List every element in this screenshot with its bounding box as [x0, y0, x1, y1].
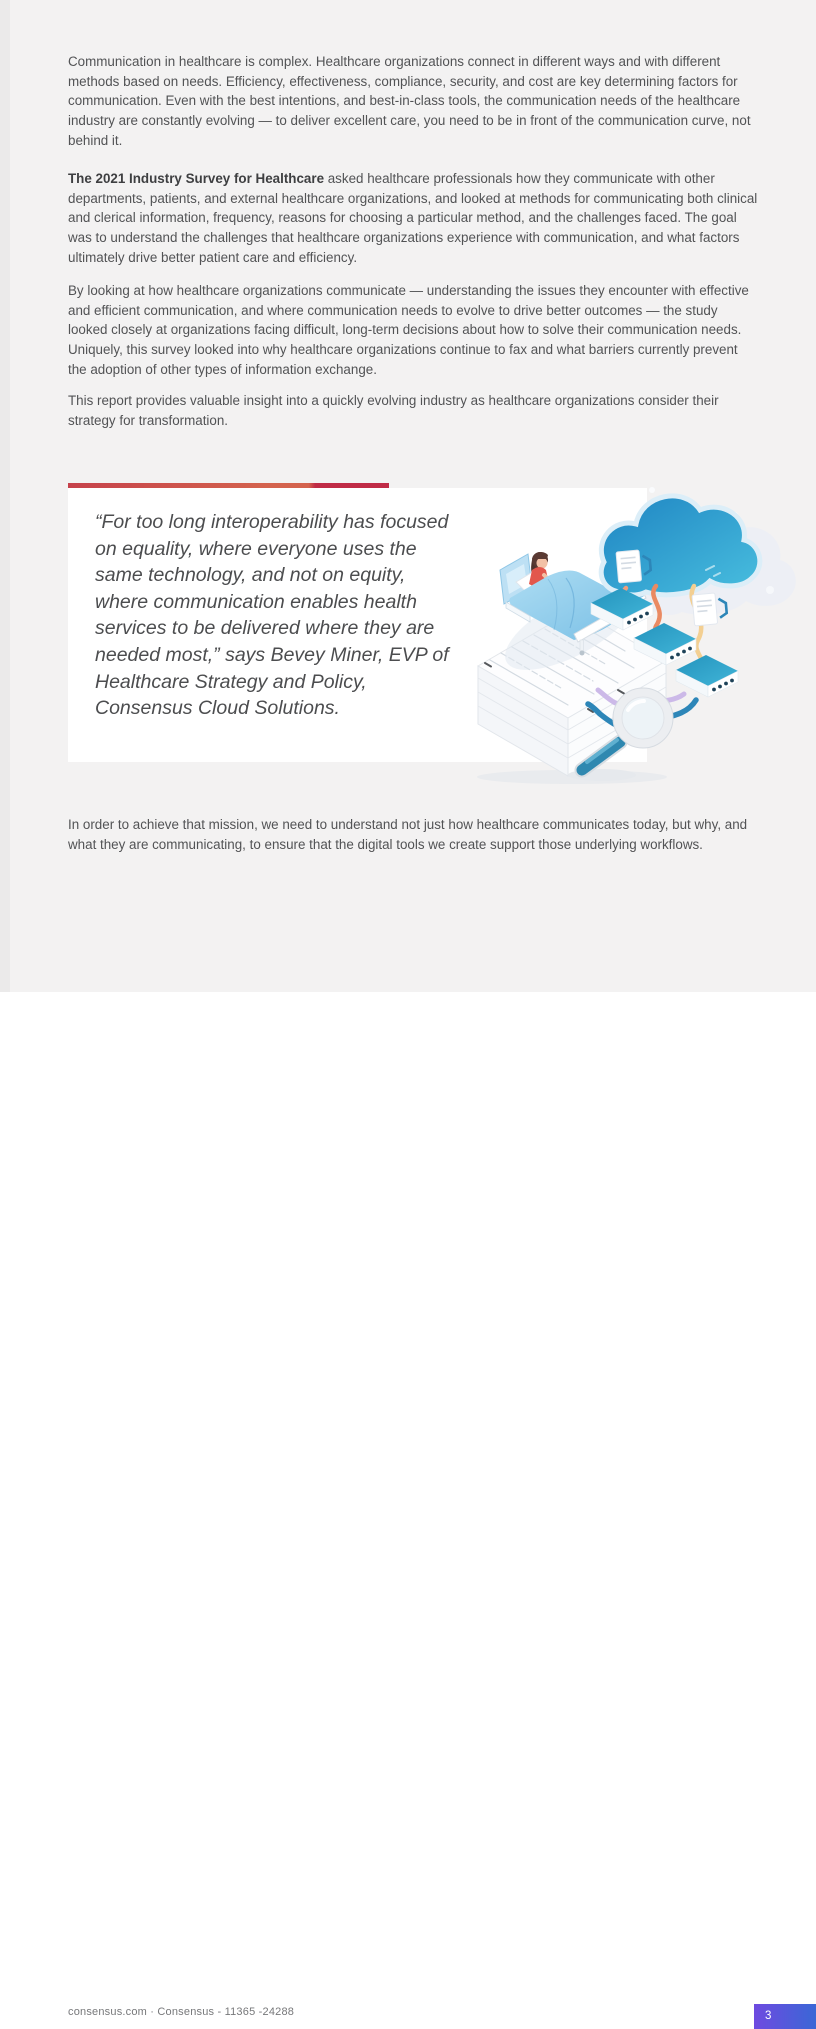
sparkle-icon	[766, 586, 774, 594]
survey-title-bold: The 2021 Industry Survey for Healthcare	[68, 171, 325, 186]
page-footer	[0, 992, 816, 2022]
sparkle-icon	[649, 487, 655, 493]
paragraph-intro: Communication in healthcare is complex. Healthcare organizations connect in different ways and with different methods based on needs. Efficiency, effectiveness, compliance, security, and cost are key determining factors for communication. Even with the best intentions, and best-in-class tools, the communication needs of the healthcare industry are constantly evolving — to deliver excellent care, you need to be in front of the communication curve, not behind it.	[68, 54, 751, 148]
paragraph-report: This report provides valuable insight into a quickly evolving industry as healthcare organizations consider their strategy for transformation.	[68, 393, 719, 428]
paragraph-study: By looking at how healthcare organizations communicate — understanding the issues they encounter with effective and efficient communication, and where communication needs to evolve to drive better outcomes — the study looked closely at organizations facing difficult, long-term decisions about how to solve their communication needs. Uniquely, this survey looked into why healthcare organizations continue to fax and what barriers currently prevent the adoption of other types of information exchange.	[68, 283, 749, 377]
pull-quote: “For too long interoperability has focused on equality, where everyone uses the same technology, and not on equity, where communication enables health services to be delivered where they are needed most,” says Bevey Miner, EVP of Healthcare Strategy and Policy, Consensus Cloud Solutions.	[95, 511, 449, 720]
healthcare-cloud-illustration	[470, 478, 785, 786]
page-number-badge	[754, 2004, 816, 2029]
fax-device-3	[676, 655, 738, 697]
paragraph-survey-rest: asked healthcare professionals how they communicate with other departments, patients, and external healthcare organizations, and looked at methods for communicating both clinical and clerical information, frequency, reasons for choosing a particular method, and the challenges faced. The goal was to understand the challenges that healthcare organizations experience with communication, and what factors ultimately drive better patient care and efficiency.	[68, 171, 758, 265]
page-number: 3	[765, 2010, 772, 2022]
paragraph-survey	[68, 169, 758, 268]
page-edge-shadow	[0, 0, 10, 992]
paragraph-closing: In order to achieve that mission, we need to understand not just how healthcare communicates today, but why, and what they are communicating, to ensure that the digital tools we create support those underlying workflows.	[68, 817, 748, 852]
footer-source-line: consensus.com · Consensus - 11365 -24288	[68, 2006, 295, 2018]
